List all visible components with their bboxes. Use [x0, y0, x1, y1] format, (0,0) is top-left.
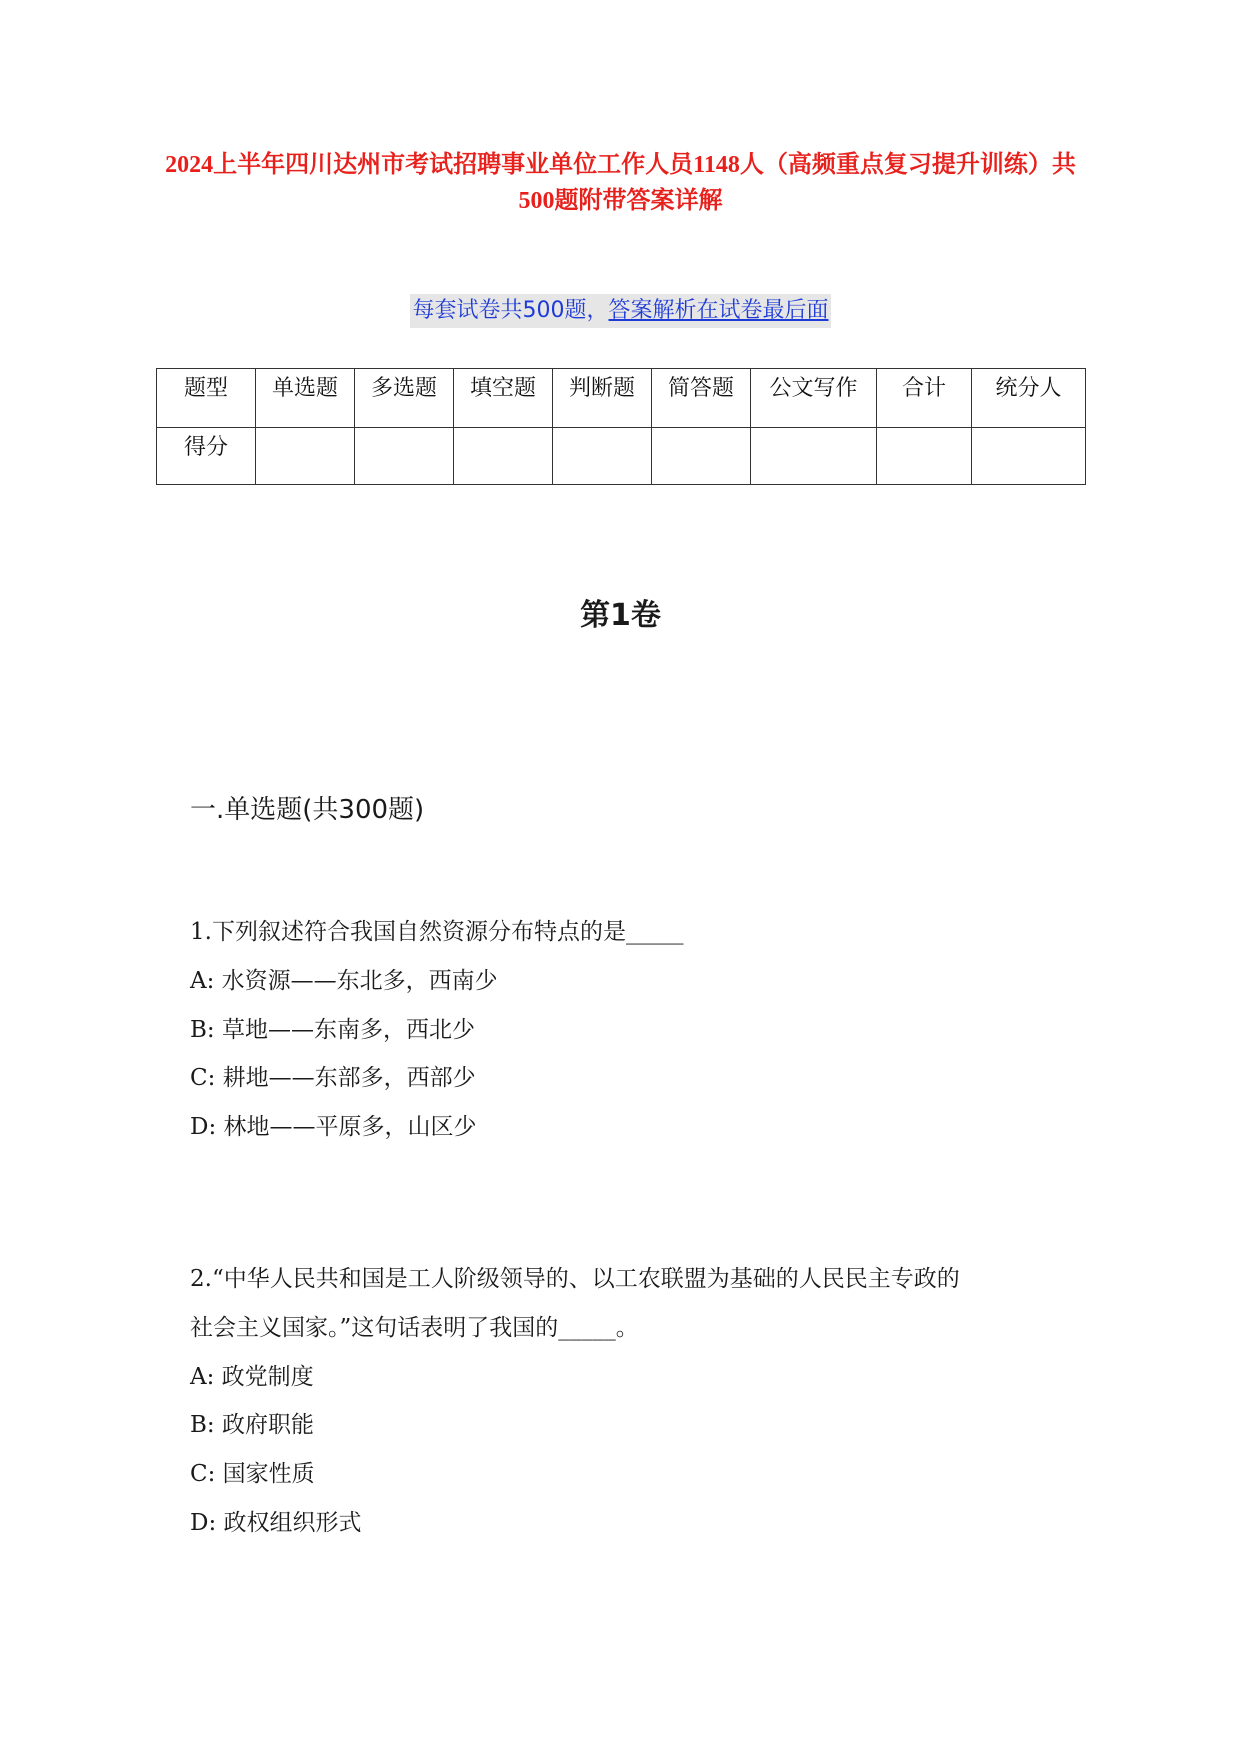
- score-cell: [256, 428, 355, 485]
- subtitle-count: 每套试卷共500题，: [412, 298, 609, 323]
- score-cell: [553, 428, 652, 485]
- score-cell: [751, 428, 877, 485]
- header-cell: 合计: [877, 369, 972, 428]
- score-row-label: 得分: [157, 428, 256, 485]
- header-cell: 公文写作: [751, 369, 877, 428]
- header-cell: 简答题: [652, 369, 751, 428]
- subtitle-answer-note: 答案解析在试卷最后面: [608, 298, 829, 323]
- question-1-option-b: B: 草地——东南多，西北少: [190, 1017, 475, 1043]
- header-cell: 题型: [157, 369, 256, 428]
- question-2-option-a: A: 政党制度: [190, 1364, 314, 1390]
- document-title: 2024上半年四川达州市考试招聘事业单位工作人员1148人（高频重点复习提升训练）共500题附带答案详解: [165, 152, 1076, 214]
- question-1-stem: 1.下列叙述符合我国自然资源分布特点的是_____: [190, 919, 684, 945]
- header-cell: 统分人: [972, 369, 1086, 428]
- volume-title: 第1卷: [580, 598, 661, 633]
- header-cell: 填空题: [454, 369, 553, 428]
- score-cell: [355, 428, 454, 485]
- question-2-option-d: D: 政权组织形式: [190, 1510, 362, 1536]
- question-2-option-b: B: 政府职能: [190, 1412, 314, 1438]
- header-cell: 判断题: [553, 369, 652, 428]
- score-cell: [877, 428, 972, 485]
- score-table-header-row: [157, 369, 1086, 428]
- score-cell: [972, 428, 1086, 485]
- section-title: 一.单选题(共300题): [190, 795, 425, 825]
- question-1-option-d: D: 林地——平原多，山区少: [190, 1114, 477, 1140]
- question-2-stem-line-2: 社会主义国家。”这句话表明了我国的_____。: [190, 1315, 639, 1341]
- header-cell: 多选题: [355, 369, 454, 428]
- question-1-option-a: A: 水资源——东北多，西南少: [190, 968, 498, 994]
- question-2-option-c: C: 国家性质: [190, 1461, 315, 1487]
- score-table: [156, 368, 1086, 485]
- score-cell: [454, 428, 553, 485]
- subtitle-banner: [0, 294, 1241, 328]
- header-cell: 单选题: [256, 369, 355, 428]
- question-1-option-c: C: 耕地——东部多，西部少: [190, 1065, 476, 1091]
- score-table-score-row: [157, 428, 1086, 485]
- score-cell: [652, 428, 751, 485]
- question-2-stem-line-1: 2.“中华人民共和国是工人阶级领导的、以工农联盟为基础的人民民主专政的: [190, 1266, 960, 1292]
- subtitle: [410, 294, 830, 328]
